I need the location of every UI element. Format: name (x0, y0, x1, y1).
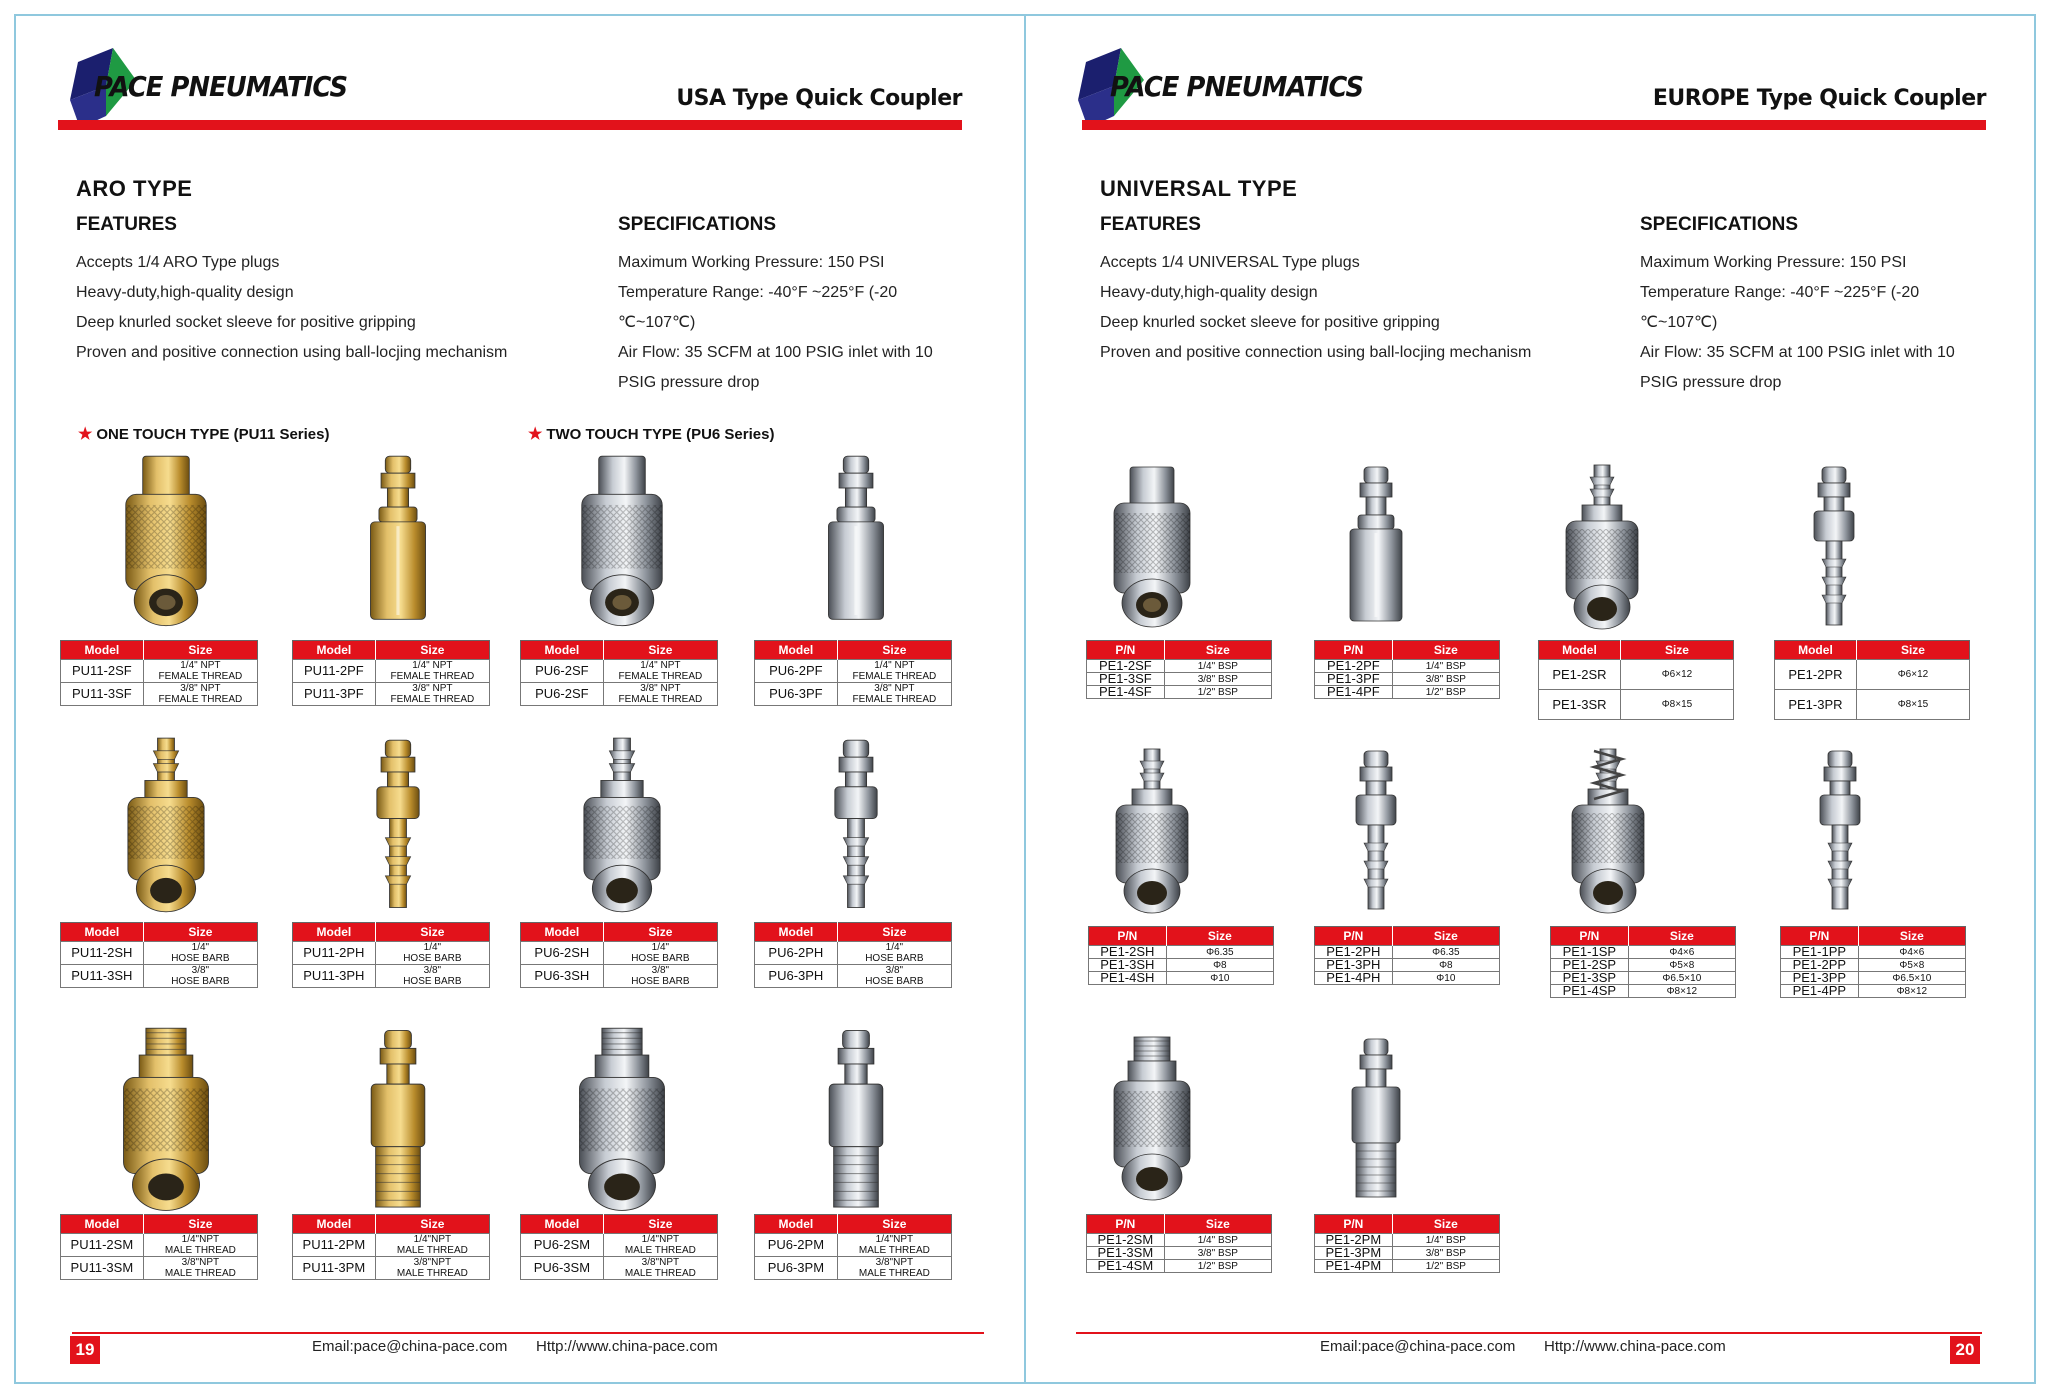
table-header: P/N (1315, 927, 1393, 946)
table-header: Size (1166, 927, 1273, 946)
table-row (521, 660, 718, 683)
feature-item: Deep knurled socket sleeve for positive gripping (76, 314, 416, 331)
page-number: 19 (70, 1336, 100, 1364)
model-cell: PU11-3PH (293, 965, 376, 988)
model-cell: PE1-2SR (1539, 660, 1621, 690)
features-list (76, 248, 507, 368)
size-cell: Φ10 (1392, 972, 1499, 985)
socket-male-thread-brass-image (108, 1026, 224, 1216)
model-cell: PE1-1PP (1781, 946, 1859, 959)
spec-table (292, 1214, 490, 1280)
size-cell: 1/4" HOSE BARB (603, 942, 717, 965)
size-cell: Φ8×12 (1628, 985, 1735, 998)
table-row (521, 1234, 718, 1257)
size-cell: 1/4" BSP (1164, 660, 1271, 673)
size-cell: 1/2" BSP (1164, 1260, 1271, 1273)
model-cell: PE1-2SM (1087, 1234, 1165, 1247)
size-cell: Φ6.35 (1392, 946, 1499, 959)
model-cell: PE1-3PP (1781, 972, 1859, 985)
spec-table (1314, 640, 1500, 699)
features-heading: FEATURES (76, 214, 177, 235)
spec-table (1314, 1214, 1500, 1273)
table-header: Size (1392, 1215, 1499, 1234)
model-cell: PU11-2SF (61, 660, 144, 683)
size-cell: 3/8" HOSE BARB (603, 965, 717, 988)
spec-table (754, 640, 952, 706)
header-title: EUROPE Type Quick Coupler (1652, 86, 1986, 111)
model-cell: PU11-3SM (61, 1257, 144, 1280)
table-header: Size (603, 641, 717, 660)
model-cell: PU11-3SF (61, 683, 144, 706)
socket-spring-image (1558, 744, 1658, 920)
model-cell: PE1-2PP (1781, 959, 1859, 972)
size-cell: Φ6×12 (1620, 660, 1733, 690)
size-cell: Φ6.35 (1166, 946, 1273, 959)
size-cell: 1/4"NPT MALE THREAD (603, 1234, 717, 1257)
table-header: P/N (1315, 1215, 1393, 1234)
model-cell: PE1-4SH (1089, 972, 1167, 985)
size-cell: 1/4"NPT MALE THREAD (837, 1234, 951, 1257)
model-cell: PE1-4PP (1781, 985, 1859, 998)
spec-table (1780, 926, 1966, 998)
plug-hose-barb-brass-image (340, 736, 456, 916)
feature-item: Deep knurled socket sleeve for positive gripping (1100, 314, 1440, 331)
table-row (61, 965, 258, 988)
model-cell: PU11-2SH (61, 942, 144, 965)
table-header: Size (1620, 641, 1733, 660)
size-cell: 3/8" NPT FEMALE THREAD (375, 683, 489, 706)
table-header: Model (755, 641, 838, 660)
model-cell: PU6-2PM (755, 1234, 838, 1257)
star-icon: ★ (78, 426, 93, 443)
model-cell: PE1-4PM (1315, 1260, 1393, 1273)
model-cell: PE1-3PH (1315, 959, 1393, 972)
model-cell: PU6-2PH (755, 942, 838, 965)
model-cell: PE1-1SP (1551, 946, 1629, 959)
table-row (755, 1234, 952, 1257)
model-cell: PE1-4PH (1315, 972, 1393, 985)
table-header: Size (143, 1215, 257, 1234)
table-header: Size (1392, 927, 1499, 946)
model-cell: PE1-2PF (1315, 660, 1393, 673)
table-row (521, 1257, 718, 1280)
size-cell: Φ10 (1166, 972, 1273, 985)
size-cell: Φ5×8 (1858, 959, 1965, 972)
plug-male-thread-steel-image (798, 1026, 914, 1216)
table-header: Model (61, 641, 144, 660)
size-cell: 1/4" NPT FEMALE THREAD (143, 660, 257, 683)
table-header: Size (1392, 641, 1499, 660)
spec-table (1314, 926, 1500, 985)
spec-table (520, 640, 718, 706)
header-rule (58, 120, 962, 130)
model-cell: PU6-3PF (755, 683, 838, 706)
size-cell: Φ8 (1166, 959, 1273, 972)
spec-table (60, 640, 258, 706)
table-row (755, 965, 952, 988)
plug-female-bsp-image (1326, 460, 1426, 636)
size-cell: Φ6.5×10 (1858, 972, 1965, 985)
table-header: Model (293, 923, 376, 942)
table-header: Size (837, 641, 951, 660)
model-cell: PU11-2PF (293, 660, 376, 683)
size-cell: 1/4"NPT MALE THREAD (143, 1234, 257, 1257)
specifications-list (1640, 248, 1980, 398)
model-cell: PE1-4SF (1087, 686, 1165, 699)
feature-item: Proven and positive connection using ball-locjing mechanism (76, 344, 508, 361)
page-number: 20 (1950, 1336, 1980, 1364)
size-cell: 3/8" NPT FEMALE THREAD (143, 683, 257, 706)
size-cell: 3/8" NPT FEMALE THREAD (837, 683, 951, 706)
table-row (1087, 1260, 1272, 1273)
footer-email[interactable]: Email:pace@china-pace.com (312, 1338, 508, 1355)
size-cell: Φ4×6 (1858, 946, 1965, 959)
feature-item: Accepts 1/4 ARO Type plugs (76, 254, 280, 271)
table-header: P/N (1087, 1215, 1165, 1234)
specifications-heading: SPECIFICATIONS (1640, 214, 1798, 235)
model-cell: PU11-3SH (61, 965, 144, 988)
model-cell: PU6-3SH (521, 965, 604, 988)
footer-rule (72, 1332, 984, 1334)
plug-spring-image (1790, 744, 1890, 920)
table-row (1775, 690, 1970, 720)
spec-item: Maximum Working Pressure: 150 PSI (1640, 254, 1907, 271)
spec-item: Maximum Working Pressure: 150 PSI (618, 254, 885, 271)
features-heading: FEATURES (1100, 214, 1201, 235)
table-row (293, 942, 490, 965)
header-rule (1082, 120, 1986, 130)
table-row (521, 965, 718, 988)
table-header: Size (143, 923, 257, 942)
spec-table (520, 922, 718, 988)
table-header: Size (603, 923, 717, 942)
table-row (521, 942, 718, 965)
size-cell: 1/2" BSP (1392, 1260, 1499, 1273)
size-cell: 3/8" NPT FEMALE THREAD (603, 683, 717, 706)
table-header: Model (755, 923, 838, 942)
table-row (293, 1234, 490, 1257)
model-cell: PU6-3PM (755, 1257, 838, 1280)
table-header: Model (1775, 641, 1857, 660)
brand-name: PACE PNEUMATICS (1110, 70, 1364, 103)
model-cell: PU6-2PF (755, 660, 838, 683)
table-header: Size (1858, 927, 1965, 946)
spec-item: Temperature Range: -40°F ~225°F (-20 ℃~107℃) (618, 284, 898, 331)
model-cell: PU6-3SM (521, 1257, 604, 1280)
model-cell: PU11-3PM (293, 1257, 376, 1280)
model-cell: PE1-2SP (1551, 959, 1629, 972)
table-row (1775, 660, 1970, 690)
size-cell: 1/4" HOSE BARB (143, 942, 257, 965)
table-header: Model (521, 1215, 604, 1234)
table-row (1315, 972, 1500, 985)
footer-rule (1076, 1332, 1982, 1334)
table-row (293, 1257, 490, 1280)
series-label-text: ONE TOUCH TYPE (PU11 Series) (96, 426, 330, 443)
table-row (755, 660, 952, 683)
spec-table (754, 1214, 952, 1280)
table-row (1315, 1260, 1500, 1273)
brand-name: PACE PNEUMATICS (94, 70, 348, 103)
size-cell: 3/8" BSP (1392, 673, 1499, 686)
socket-female-steel-image (564, 452, 680, 632)
size-cell: 3/8"NPT MALE THREAD (375, 1257, 489, 1280)
model-cell: PE1-2SH (1089, 946, 1167, 959)
catalog-page-19 (14, 14, 1026, 1384)
spec-item: Air Flow: 35 SCFM at 100 PSIG inlet with 10 PSIG pressure drop (1640, 344, 1955, 391)
model-cell: PE1-3SR (1539, 690, 1621, 720)
plug-female-brass-image (340, 452, 456, 632)
size-cell: 1/4" NPT FEMALE THREAD (603, 660, 717, 683)
spec-table (520, 1214, 718, 1280)
feature-item: Heavy-duty,high-quality design (76, 284, 294, 301)
section-title: UNIVERSAL TYPE (1100, 176, 1298, 201)
table-row (61, 1234, 258, 1257)
size-cell: 3/8" BSP (1164, 1247, 1271, 1260)
table-row (1089, 972, 1274, 985)
size-cell: 1/4" NPT FEMALE THREAD (837, 660, 951, 683)
size-cell: 3/8" HOSE BARB (837, 965, 951, 988)
spec-table (292, 922, 490, 988)
table-row (1539, 690, 1734, 720)
footer-website[interactable]: Http://www.china-pace.com (1544, 1338, 1726, 1355)
size-cell: 3/8"NPT MALE THREAD (837, 1257, 951, 1280)
plug-hose-barb-image (1326, 744, 1426, 920)
star-icon: ★ (528, 426, 543, 443)
table-header: Model (61, 923, 144, 942)
socket-male-bsp-image (1102, 1028, 1202, 1212)
table-header: Size (143, 641, 257, 660)
footer-website[interactable]: Http://www.china-pace.com (536, 1338, 718, 1355)
model-cell: PU11-3PF (293, 683, 376, 706)
table-row (1315, 686, 1500, 699)
table-header: Model (293, 1215, 376, 1234)
plug-male-bsp-image (1326, 1028, 1426, 1212)
socket-hose-nut-image (1552, 460, 1652, 636)
size-cell: 3/8" HOSE BARB (143, 965, 257, 988)
table-header: Model (1539, 641, 1621, 660)
spec-table (1086, 640, 1272, 699)
table-header: P/N (1781, 927, 1859, 946)
spec-table (1086, 1214, 1272, 1273)
model-cell: PE1-3SH (1089, 959, 1167, 972)
features-list (1100, 248, 1531, 368)
table-header: P/N (1315, 641, 1393, 660)
size-cell: 1/4" HOSE BARB (837, 942, 951, 965)
table-header: Size (1856, 641, 1969, 660)
model-cell: PU6-2SH (521, 942, 604, 965)
spec-table (1550, 926, 1736, 998)
table-row (1087, 686, 1272, 699)
table-header: Size (375, 923, 489, 942)
size-cell: 1/4" HOSE BARB (375, 942, 489, 965)
table-row (755, 683, 952, 706)
model-cell: PE1-4SM (1087, 1260, 1165, 1273)
size-cell: 1/4"NPT MALE THREAD (375, 1234, 489, 1257)
model-cell: PE1-2PH (1315, 946, 1393, 959)
table-header: Size (375, 641, 489, 660)
table-row (61, 683, 258, 706)
model-cell: PE1-3PR (1775, 690, 1857, 720)
table-header: Model (293, 641, 376, 660)
size-cell: Φ8×15 (1856, 690, 1969, 720)
spec-table (60, 922, 258, 988)
series-label-two-touch (528, 424, 774, 444)
size-cell: 1/2" BSP (1164, 686, 1271, 699)
table-header: Size (1164, 1215, 1271, 1234)
table-row (61, 942, 258, 965)
catalog-page-20 (1024, 14, 2036, 1384)
table-header: P/N (1087, 641, 1165, 660)
feature-item: Heavy-duty,high-quality design (1100, 284, 1318, 301)
model-cell: PU11-2SM (61, 1234, 144, 1257)
socket-hose-barb-steel-image (564, 736, 680, 916)
table-row (1539, 660, 1734, 690)
socket-hose-barb-brass-image (108, 736, 224, 916)
size-cell: 1/4" BSP (1392, 1234, 1499, 1247)
model-cell: PE1-2PR (1775, 660, 1857, 690)
size-cell: 1/4" BSP (1392, 660, 1499, 673)
model-cell: PU6-2SF (521, 683, 604, 706)
size-cell: 3/8" HOSE BARB (375, 965, 489, 988)
table-row (293, 683, 490, 706)
model-cell: PU11-2PH (293, 942, 376, 965)
model-cell: PU11-2PM (293, 1234, 376, 1257)
feature-item: Accepts 1/4 UNIVERSAL Type plugs (1100, 254, 1360, 271)
spec-table (1774, 640, 1970, 720)
model-cell: PE1-3SF (1087, 673, 1165, 686)
model-cell: PE1-3SP (1551, 972, 1629, 985)
size-cell: Φ8×12 (1858, 985, 1965, 998)
table-row (61, 660, 258, 683)
table-header: Model (755, 1215, 838, 1234)
size-cell: 1/4" BSP (1164, 1234, 1271, 1247)
header-title: USA Type Quick Coupler (676, 86, 962, 111)
socket-female-bsp-image (1102, 460, 1202, 636)
table-header: Model (521, 923, 604, 942)
size-cell: Φ5×8 (1628, 959, 1735, 972)
table-row (61, 1257, 258, 1280)
model-cell: PE1-2SF (1087, 660, 1165, 673)
table-header: Size (375, 1215, 489, 1234)
spec-item: Air Flow: 35 SCFM at 100 PSIG inlet with 10 PSIG pressure drop (618, 344, 933, 391)
table-header: P/N (1551, 927, 1629, 946)
size-cell: 1/2" BSP (1392, 686, 1499, 699)
table-row (521, 683, 718, 706)
model-cell: PE1-3PF (1315, 673, 1393, 686)
table-row (755, 942, 952, 965)
size-cell: Φ6×12 (1856, 660, 1969, 690)
socket-female-brass-image (108, 452, 224, 632)
feature-item: Proven and positive connection using ball-locjing mechanism (1100, 344, 1532, 361)
size-cell: 3/8" BSP (1164, 673, 1271, 686)
section-title: ARO TYPE (76, 176, 193, 201)
table-row (293, 660, 490, 683)
spec-item: Temperature Range: -40°F ~225°F (-20 ℃~107℃) (1640, 284, 1920, 331)
plug-female-steel-image (798, 452, 914, 632)
model-cell: PE1-2PM (1315, 1234, 1393, 1247)
plug-hose-barb-steel-image (798, 736, 914, 916)
specifications-list (618, 248, 958, 398)
model-cell: PE1-3PM (1315, 1247, 1393, 1260)
table-header: Size (603, 1215, 717, 1234)
table-header: Size (1628, 927, 1735, 946)
plug-male-thread-brass-image (340, 1026, 456, 1216)
table-header: Model (61, 1215, 144, 1234)
size-cell: Φ4×6 (1628, 946, 1735, 959)
size-cell: 3/8"NPT MALE THREAD (143, 1257, 257, 1280)
spec-table (1538, 640, 1734, 720)
model-cell: PU6-2SF (521, 660, 604, 683)
model-cell: PU6-3PH (755, 965, 838, 988)
table-header: Model (521, 641, 604, 660)
table-header: Size (1164, 641, 1271, 660)
series-label-one-touch (78, 424, 329, 444)
table-header: Size (837, 1215, 951, 1234)
table-row (1551, 985, 1736, 998)
spec-table (292, 640, 490, 706)
spec-table (1088, 926, 1274, 985)
plug-hose-nut-image (1784, 460, 1884, 636)
size-cell: 3/8" BSP (1392, 1247, 1499, 1260)
socket-male-thread-steel-image (564, 1026, 680, 1216)
model-cell: PE1-3SM (1087, 1247, 1165, 1260)
spec-table (60, 1214, 258, 1280)
spec-table (754, 922, 952, 988)
size-cell: Φ8×15 (1620, 690, 1733, 720)
table-header: P/N (1089, 927, 1167, 946)
table-header: Size (837, 923, 951, 942)
size-cell: 1/4" NPT FEMALE THREAD (375, 660, 489, 683)
model-cell: PU6-2SM (521, 1234, 604, 1257)
model-cell: PE1-4SP (1551, 985, 1629, 998)
footer-email[interactable]: Email:pace@china-pace.com (1320, 1338, 1516, 1355)
size-cell: Φ6.5×10 (1628, 972, 1735, 985)
table-row (755, 1257, 952, 1280)
specifications-heading: SPECIFICATIONS (618, 214, 776, 235)
table-row (293, 965, 490, 988)
size-cell: Φ8 (1392, 959, 1499, 972)
series-label-text: TWO TOUCH TYPE (PU6 Series) (546, 426, 775, 443)
size-cell: 3/8"NPT MALE THREAD (603, 1257, 717, 1280)
model-cell: PE1-4PF (1315, 686, 1393, 699)
table-row (1781, 985, 1966, 998)
socket-hose-barb-image (1102, 744, 1202, 920)
